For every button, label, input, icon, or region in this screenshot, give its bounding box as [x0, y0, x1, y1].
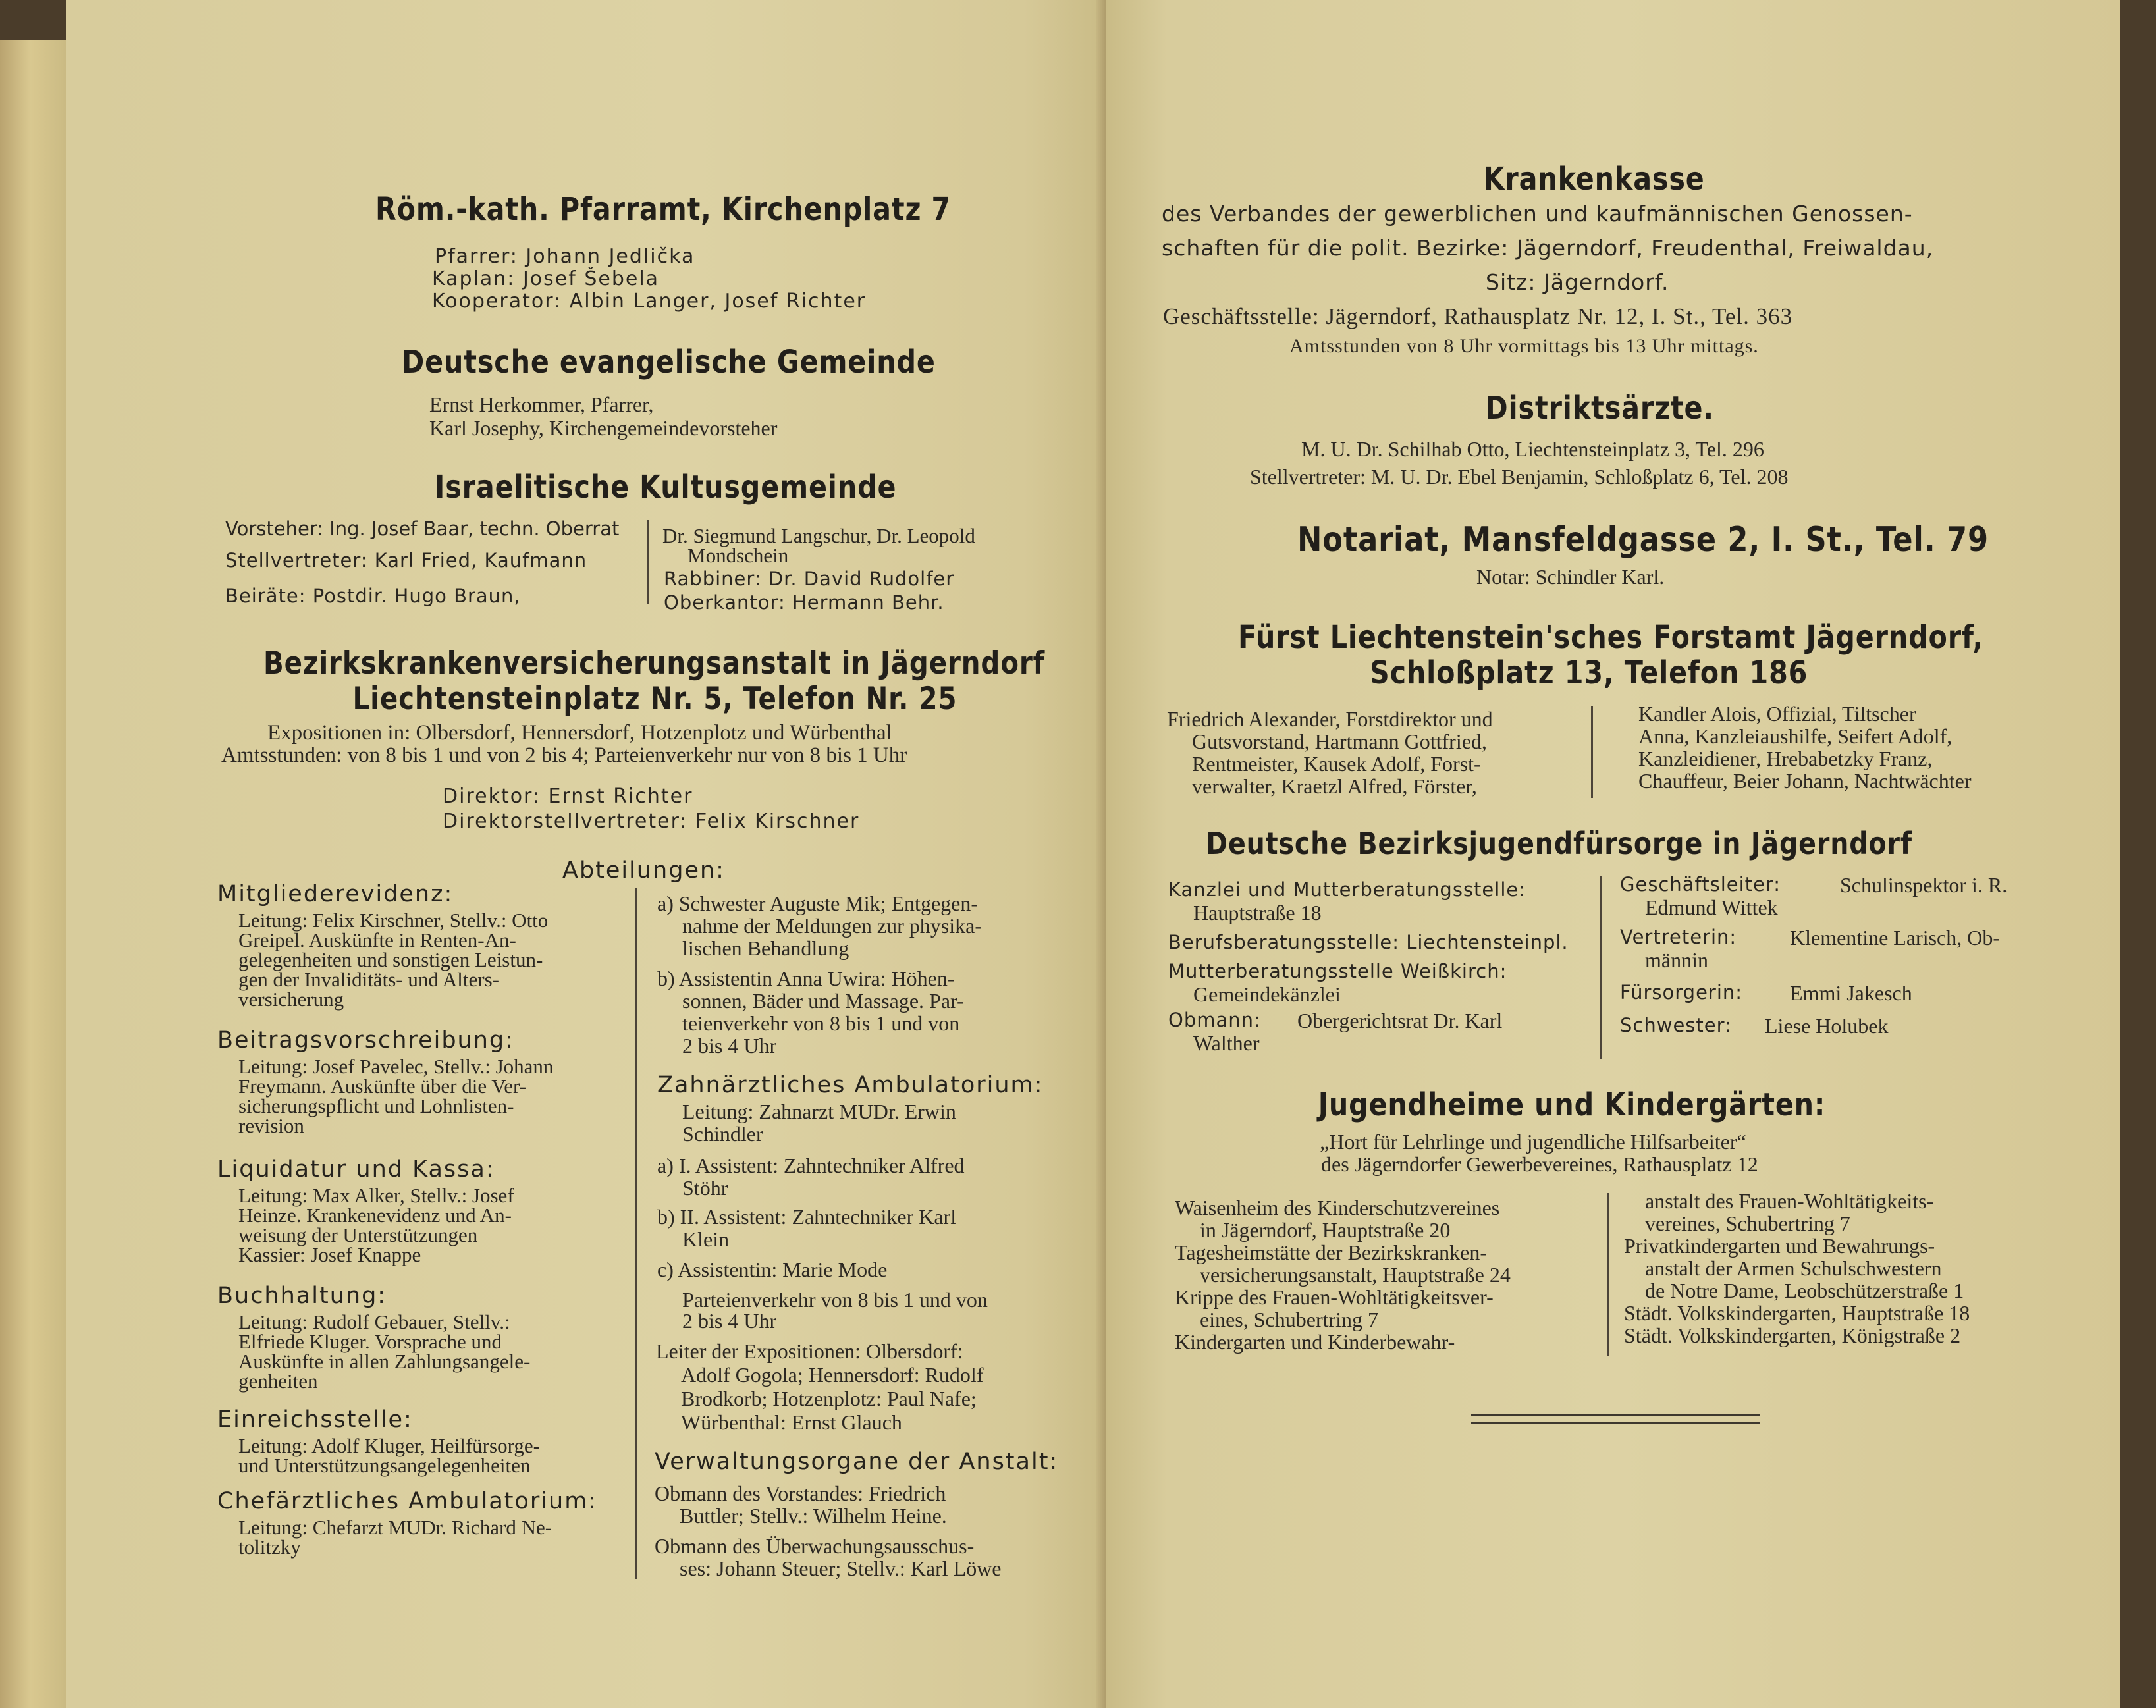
dept-line: Leitung: Chefarzt MUDr. Richard Ne- [238, 1516, 552, 1539]
youth-text: Walther [1193, 1031, 1260, 1055]
youth-text: Hauptstraße 18 [1193, 901, 1322, 924]
dept-line: tolitzky [238, 1535, 301, 1559]
insurance-line: Amtsstunden: von 8 bis 1 und von 2 bis 4; Parteienverkehr nur von 8 bis 1 Uhr [221, 743, 907, 767]
dept-line: Leitung: Felix Kirschner, Stellv.: Otto [238, 909, 549, 932]
director-line: Direktorstellvertreter: Felix Kirschner [443, 810, 860, 833]
forestry-line: Friedrich Alexander, Forstdirektor und [1167, 707, 1493, 731]
homes-line: Waisenheim des Kinderschutzvereines [1175, 1196, 1500, 1219]
homes-title: Jugendheime und Kindergärten: [1318, 1086, 1826, 1123]
youth-text: Schulinspektor i. R. [1840, 873, 2008, 897]
organs-head: Verwaltungsorgane der Anstalt: [655, 1449, 1059, 1475]
dental-line: c) Assistentin: Marie Mode [657, 1258, 888, 1281]
forestry-line: Chauffeur, Beier Johann, Nachtwächter [1638, 769, 1972, 793]
forestry-title: Fürst Liechtenstein'sches Forstamt Jägerndorf, [1238, 619, 1984, 656]
forestry-line: verwalter, Kraetzl Alfred, Förster, [1192, 774, 1477, 798]
dept-head: Beitragsvorschreibung: [217, 1027, 514, 1054]
dental-line: Schindler [682, 1122, 763, 1146]
dental-line: Klein [682, 1227, 730, 1251]
dept-line: gelegenheiten und sonstigen Leistun- [238, 948, 543, 971]
youth-text: Edmund Wittek [1645, 895, 1778, 919]
homes-line: in Jägerndorf, Hauptstraße 20 [1200, 1218, 1451, 1242]
homes-intro: des Jägerndorfer Gewerbevereines, Rathausplatz 12 [1321, 1152, 1758, 1176]
krankenkasse-title: Krankenkasse [1483, 161, 1705, 198]
dept-b-line: nahme der Meldungen zur physika- [682, 914, 982, 938]
column-divider [635, 888, 637, 1579]
youth-head: Fürsorgerin: [1620, 981, 1743, 1003]
dental-line: a) I. Assistent: Zahntechniker Alfred [657, 1154, 965, 1177]
homes-line: eines, Schubertring 7 [1200, 1308, 1379, 1331]
israelite-line: Dr. Siegmund Langschur, Dr. Leopold [662, 524, 975, 547]
forestry-line: Kandler Alois, Offizial, Tiltscher [1638, 702, 1916, 726]
closing-rule [1471, 1422, 1760, 1424]
israelite-line: Mondschein [687, 544, 789, 567]
youth-text: Klementine Larisch, Ob- [1790, 926, 2000, 949]
homes-line: anstalt der Armen Schulschwestern [1645, 1256, 1942, 1280]
israelite-line: Vorsteher: Ing. Josef Baar, techn. Oberrat [225, 518, 620, 540]
dental-line: Leitung: Zahnarzt MUDr. Erwin [682, 1100, 956, 1123]
homes-intro: „Hort für Lehrlinge und jugendliche Hilfsarbeiter“ [1320, 1130, 1746, 1154]
dept-line: Elfriede Kluger. Vorsprache und [238, 1330, 502, 1353]
dept-head: Mitgliederevidenz: [217, 881, 454, 907]
homes-line: anstalt des Frauen-Wohltätigkeits- [1645, 1189, 1934, 1213]
insurance-line: Expositionen in: Olbersdorf, Hennersdorf, Hotzenplotz und Würbenthal [267, 721, 892, 745]
homes-line: Städt. Volkskindergarten, Hauptstraße 18 [1624, 1301, 1970, 1325]
organs-line: Buttler; Stellv.: Wilhelm Heine. [680, 1504, 947, 1528]
dept-line: Leitung: Max Alker, Stellv.: Josef [238, 1184, 514, 1207]
homes-line: Privatkindergarten und Bewahrungs- [1624, 1234, 1935, 1258]
expo-line: Adolf Gogola; Hennersdorf: Rudolf [681, 1363, 984, 1387]
homes-line: de Notre Dame, Leobschützerstraße 1 [1645, 1279, 1964, 1302]
insurance-title: Bezirkskrankenversicherungsanstalt in Jägerndorf [263, 645, 1046, 681]
krankenkasse-line: des Verbandes der gewerblichen und kaufmännischen Genossen- [1162, 201, 1913, 227]
dept-line: und Unterstützungsangelegenheiten [238, 1454, 531, 1477]
dept-line: Leitung: Rudolf Gebauer, Stellv.: [238, 1310, 510, 1333]
forestry-line: Kanzleidiener, Hrebabetzky Franz, [1638, 747, 1933, 770]
israelite-title: Israelitische Kultusgemeinde [435, 469, 897, 506]
dental-line: Parteienverkehr von 8 bis 1 und von [682, 1288, 988, 1312]
forestry-line: Anna, Kanzleiaushilfe, Seifert Adolf, [1638, 724, 1953, 748]
doctors-line: M. U. Dr. Schilhab Otto, Liechtensteinplatz 3, Tel. 296 [1301, 437, 1764, 461]
youth-head: Schwester: [1620, 1014, 1732, 1036]
homes-line: vereines, Schubertring 7 [1645, 1212, 1850, 1235]
dept-line: revision [238, 1114, 304, 1137]
right-page [1106, 0, 2120, 1708]
youth-title: Deutsche Bezirksjugendfürsorge in Jägerndorf [1206, 826, 1912, 861]
dept-line: versicherung [238, 988, 344, 1011]
dept-head: Einreichsstelle: [217, 1406, 413, 1433]
israelite-line: Beiräte: Postdir. Hugo Braun, [225, 585, 521, 607]
youth-head: Berufsberatungsstelle: Liechtensteinpl. [1168, 931, 1569, 953]
youth-head: Geschäftsleiter: [1620, 873, 1781, 895]
expo-line: Brodkorb; Hotzenplotz: Paul Nafe; [681, 1387, 977, 1410]
dept-head: Chefärztliches Ambulatorium: [217, 1488, 598, 1514]
youth-head: Kanzlei und Mutterberatungsstelle: [1168, 878, 1526, 901]
dept-b-line: teienverkehr von 8 bis 1 und von [682, 1011, 960, 1035]
dept-b-line: b) Assistentin Anna Uwira: Höhen- [657, 967, 955, 990]
youth-text: Gemeindekänzlei [1193, 982, 1341, 1006]
expo-line: Leiter der Expositionen: Olbersdorf: [656, 1339, 963, 1363]
dept-line: weisung der Unterstützungen [238, 1223, 478, 1246]
dental-line: 2 bis 4 Uhr [682, 1309, 777, 1333]
krankenkasse-line: schaften für die polit. Bezirke: Jägerndorf, Freudenthal, Freiwaldau, [1162, 235, 1934, 261]
dept-b-line: 2 bis 4 Uhr [682, 1034, 777, 1057]
dept-line: Leitung: Adolf Kluger, Heilfürsorge- [238, 1434, 540, 1457]
expo-line: Würbenthal: Ernst Glauch [681, 1410, 902, 1434]
notary-title: Notariat, Mansfeldgasse 2, I. St., Tel. 79 [1297, 520, 1989, 560]
krankenkasse-line: Sitz: Jägerndorf. [1486, 269, 1669, 295]
homes-line: Tagesheimstätte der Bezirkskranken- [1175, 1241, 1488, 1264]
organs-line: Obmann des Vorstandes: Friedrich [655, 1481, 946, 1505]
dept-line: Greipel. Auskünfte in Renten-An- [238, 928, 516, 951]
dept-line: genheiten [238, 1370, 318, 1393]
parish-title: Röm.-kath. Pfarramt, Kirchenplatz 7 [375, 191, 952, 228]
youth-text: Emmi Jakesch [1790, 981, 1912, 1005]
youth-head: Mutterberatungsstelle Weißkirch: [1168, 960, 1507, 982]
dept-line: Heinze. Krankenevidenz und An- [238, 1204, 512, 1227]
dept-line: sicherungspflicht und Lohnlisten- [238, 1094, 514, 1117]
column-divider [1591, 706, 1593, 798]
youth-head: Vertreterin: [1620, 926, 1737, 948]
director-line: Direktor: Ernst Richter [443, 785, 693, 808]
youth-text: männin [1645, 948, 1708, 972]
closing-rule [1471, 1414, 1760, 1416]
dept-b-line: lischen Behandlung [682, 936, 849, 960]
dept-line: gen der Invaliditäts- und Alters- [238, 968, 500, 991]
israelite-line: Rabbiner: Dr. David Rudolfer [664, 568, 955, 590]
homes-line: Kindergarten und Kinderbewahr- [1175, 1330, 1455, 1354]
forestry-line: Rentmeister, Kausek Adolf, Forst- [1192, 752, 1481, 776]
forestry-line: Gutsvorstand, Hartmann Gottfried, [1192, 730, 1487, 753]
forestry-subtitle: Schloßplatz 13, Telefon 186 [1370, 654, 1808, 691]
dept-b-line: a) Schwester Auguste Mik; Entgegen- [657, 892, 978, 915]
dental-line: Stöhr [682, 1176, 728, 1200]
youth-head: Obmann: [1168, 1009, 1261, 1031]
israelite-line: Oberkantor: Hermann Behr. [664, 591, 944, 614]
organs-line: Obmann des Überwachungsausschus- [655, 1534, 975, 1558]
evangelical-line: Karl Josephy, Kirchengemeindevorsteher [429, 416, 778, 440]
dental-head: Zahnärztliches Ambulatorium: [657, 1072, 1044, 1098]
parish-line: Kooperator: Albin Langer, Josef Richter [432, 290, 867, 313]
dept-line: Freymann. Auskünfte über die Ver- [238, 1075, 527, 1098]
homes-line: Krippe des Frauen-Wohltätigkeitsver- [1175, 1285, 1494, 1309]
youth-text: Liese Holubek [1765, 1014, 1889, 1038]
dept-head: Liquidatur und Kassa: [217, 1156, 495, 1183]
dept-line: Kassier: Josef Knappe [238, 1243, 421, 1266]
evangelical-line: Ernst Herkommer, Pfarrer, [429, 392, 654, 416]
dept-head: Buchhaltung: [217, 1283, 387, 1309]
dept-b-line: sonnen, Bäder und Massage. Par- [682, 989, 964, 1013]
left-page [66, 0, 1106, 1708]
israelite-line: Stellvertreter: Karl Fried, Kaufmann [225, 549, 587, 572]
parish-line: Pfarrer: Johann Jedlička [435, 245, 695, 268]
krankenkasse-line: Amtsstunden von 8 Uhr vormittags bis 13 Uhr mittags. [1289, 335, 1759, 357]
doctors-line: Stellvertreter: M. U. Dr. Ebel Benjamin, Schloßplatz 6, Tel. 208 [1250, 465, 1789, 489]
notary-line: Notar: Schindler Karl. [1476, 565, 1665, 589]
departments-label: Abteilungen: [562, 857, 725, 884]
insurance-subtitle: Liechtensteinplatz Nr. 5, Telefon Nr. 25 [352, 681, 957, 717]
youth-text: Obergerichtsrat Dr. Karl [1297, 1009, 1503, 1032]
parish-line: Kaplan: Josef Šebela [432, 267, 660, 290]
organs-line: ses: Johann Steuer; Stellv.: Karl Löwe [680, 1557, 1002, 1580]
column-divider [1600, 876, 1602, 1059]
column-divider [1607, 1193, 1609, 1356]
dept-line: Leitung: Josef Pavelec, Stellv.: Johann [238, 1055, 554, 1078]
homes-line: versicherungsanstalt, Hauptstraße 24 [1200, 1263, 1511, 1287]
homes-line: Städt. Volkskindergarten, Königstraße 2 [1624, 1323, 1961, 1347]
doctors-title: Distriktsärzte. [1485, 390, 1714, 427]
dept-line: Auskünfte in allen Zahlungsangele- [238, 1350, 531, 1373]
evangelical-title: Deutsche evangelische Gemeinde [402, 344, 936, 381]
column-divider [647, 520, 649, 604]
krankenkasse-line: Geschäftsstelle: Jägerndorf, Rathausplatz Nr. 12, I. St., Tel. 363 [1163, 304, 1793, 329]
dental-line: b) II. Assistent: Zahntechniker Karl [657, 1205, 957, 1229]
